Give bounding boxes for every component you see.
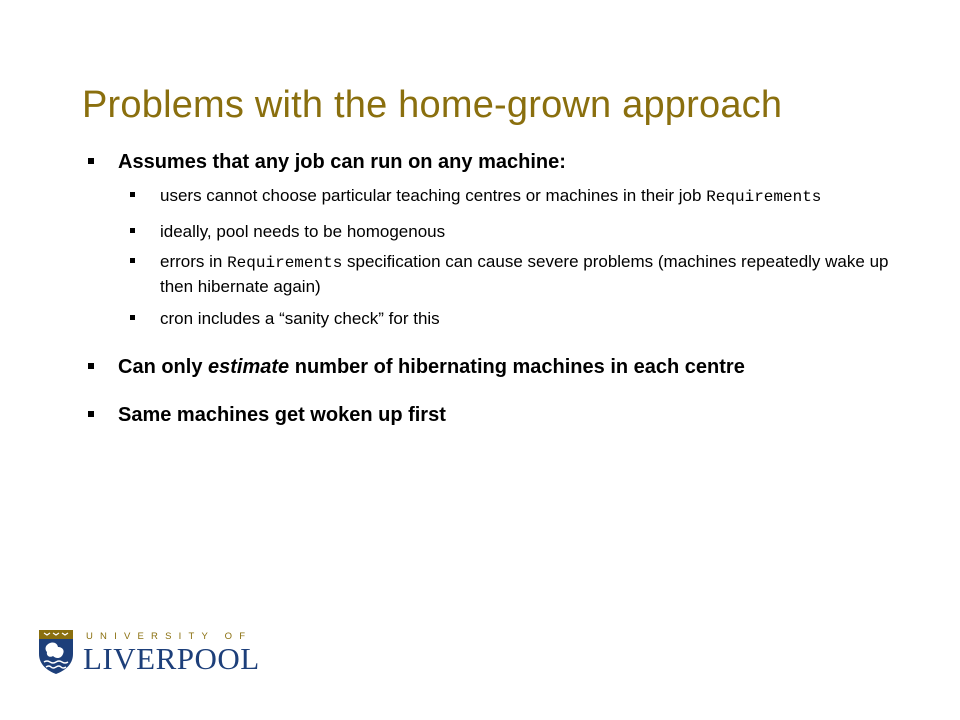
bullet-text: Same machines get woken up first (118, 404, 446, 426)
university-line: UNIVERSITY OF (86, 631, 253, 642)
bullet-item (88, 150, 898, 174)
code-text: Requirements (227, 254, 343, 272)
subbullet-text: errors in (160, 252, 228, 271)
bullet-item (88, 355, 898, 379)
code-text: Requirements (706, 188, 822, 206)
subbullet-item (130, 307, 898, 330)
square-bullet-icon (130, 228, 135, 233)
subbullet-text: ideally, pool needs to be homogenous (160, 222, 446, 241)
square-bullet-icon (88, 411, 94, 417)
square-bullet-icon (130, 258, 135, 263)
subbullet-text: cron includes a “sanity check” for this (160, 309, 440, 328)
bullet-text: number of hibernating machines in each centre (289, 356, 745, 378)
subbullet-item (130, 184, 898, 209)
bullet-list (88, 150, 898, 427)
bullet-text: Can only (118, 356, 209, 378)
subbullet-text: specification can cause severe problems (machines repeatedly wake up then hibernate again) (160, 252, 889, 296)
square-bullet-icon (130, 315, 135, 320)
bullet-item (88, 403, 898, 427)
subbullet-text: users cannot choose particular teaching centres or machines in their job (160, 186, 707, 205)
university-logo (38, 629, 258, 679)
bullet-text: Assumes that any job can run on any machine: (118, 151, 566, 173)
crest-icon (38, 629, 74, 675)
subbullet-item (130, 250, 898, 298)
bullet-emphasis: estimate (208, 356, 290, 378)
slide-title: Problems with the home-grown approach (82, 84, 783, 126)
subbullet-item (130, 220, 898, 243)
square-bullet-icon (130, 192, 135, 197)
square-bullet-icon (88, 363, 94, 369)
square-bullet-icon (88, 158, 94, 164)
university-name: LIVERPOOL (83, 641, 260, 676)
